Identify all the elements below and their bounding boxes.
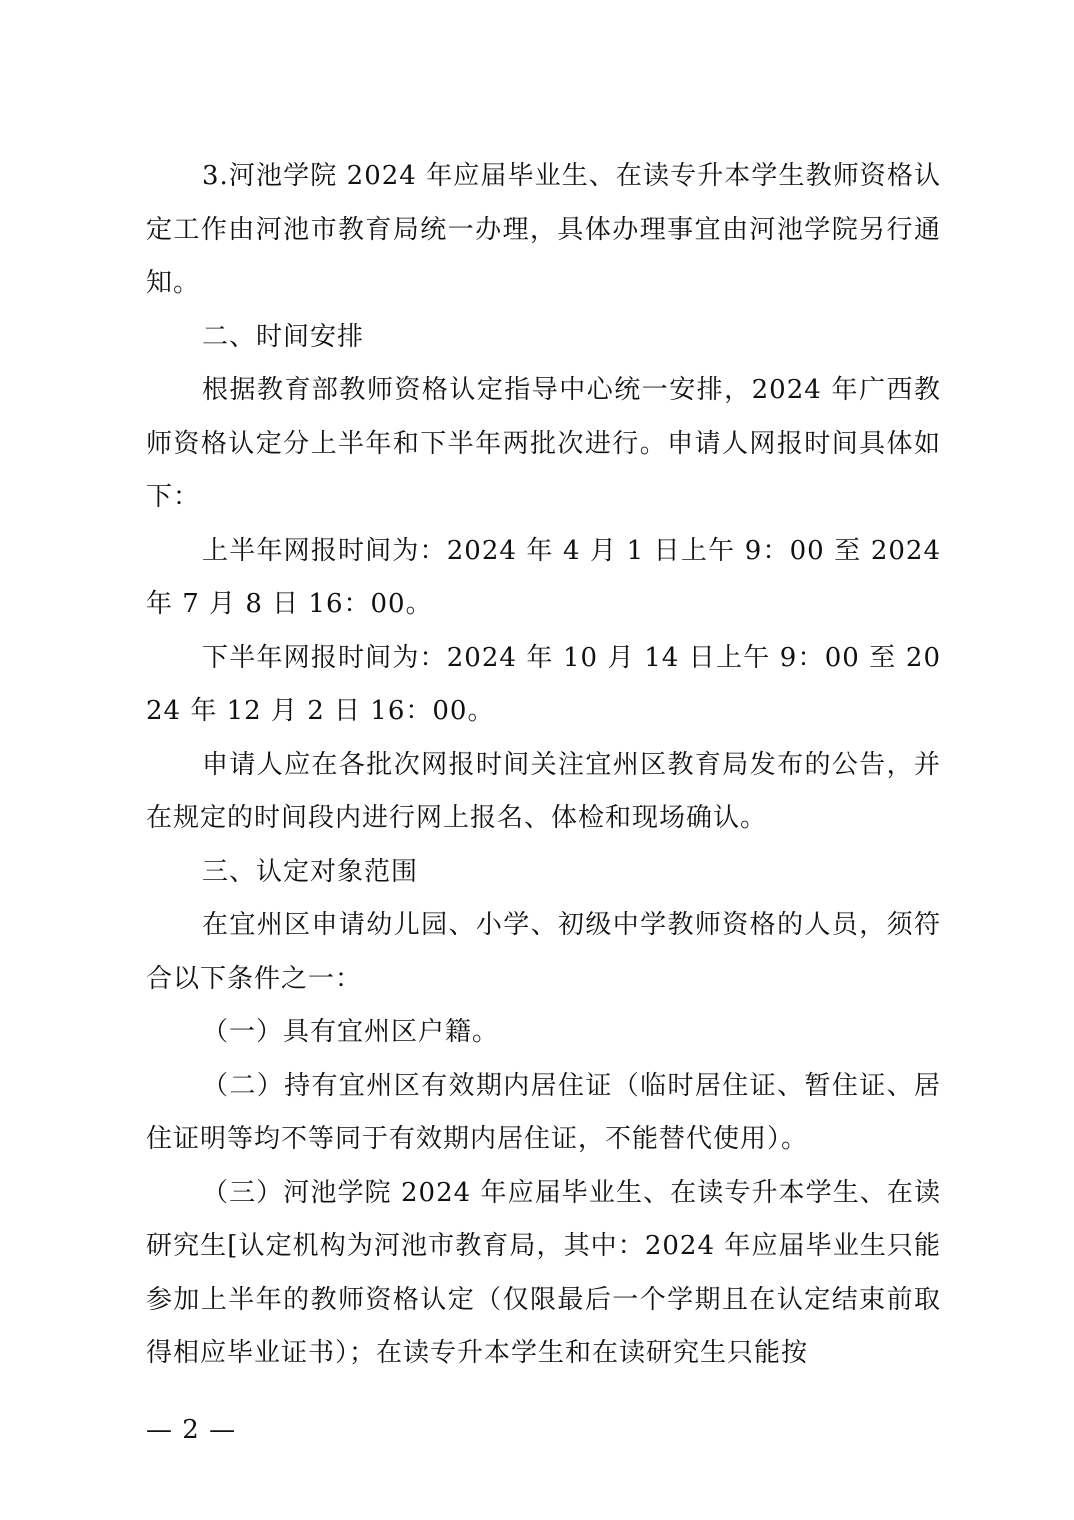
section-heading-time-arrangement: 二、时间安排 — [202, 321, 365, 352]
document-body — [146, 150, 941, 1381]
section-heading-scope: 三、认定对象范围 — [202, 856, 419, 887]
paragraph-schedule-intro: 根据教育部教师资格认定指导中心统一安排，2024 年广西教师资格认定分上半年和下半年两批次进行。申请人网报时间具体如下： — [146, 375, 941, 512]
page-number: — 2 — — [146, 1415, 237, 1445]
paragraph-condition-2: （二）持有宜州区有效期内居住证（临时居住证、暂住证、居住证明等均不等同于有效期内居住证，不能替代使用）。 — [146, 1070, 941, 1154]
paragraph-first-half-time: 上半年网报时间为：2024 年 4 月 1 日上午 9：00 至 2024 年 7 月 8 日 16：00。 — [146, 535, 941, 619]
paragraph-applicant-notice: 申请人应在各批次网报时间关注宜州区教育局发布的公告，并在规定的时间段内进行网上报名、体检和现场确认。 — [146, 749, 941, 833]
paragraph-item-3: 3.河池学院 2024 年应届毕业生、在读专升本学生教师资格认定工作由河池市教育局统一办理，具体办理事宜由河池学院另行通知。 — [146, 161, 941, 298]
paragraph-scope-intro: 在宜州区申请幼儿园、小学、初级中学教师资格的人员，须符合以下条件之一： — [146, 910, 941, 994]
paragraph-second-half-time: 下半年网报时间为：2024 年 10 月 14 日上午 9：00 至 2024 年 12 月 2 日 16：00。 — [146, 642, 941, 726]
paragraph-condition-3: （三）河池学院 2024 年应届毕业生、在读专升本学生、在读研究生[认定机构为河池市教育局，其中：2024 年应届毕业生只能参加上半年的教师资格认定（仅限最后一个学期且在认定结束前取得相应毕业证书）；在读专升本学生和在读研究生只能按 — [146, 1177, 941, 1368]
paragraph-condition-1: （一）具有宜州区户籍。 — [202, 1017, 500, 1047]
